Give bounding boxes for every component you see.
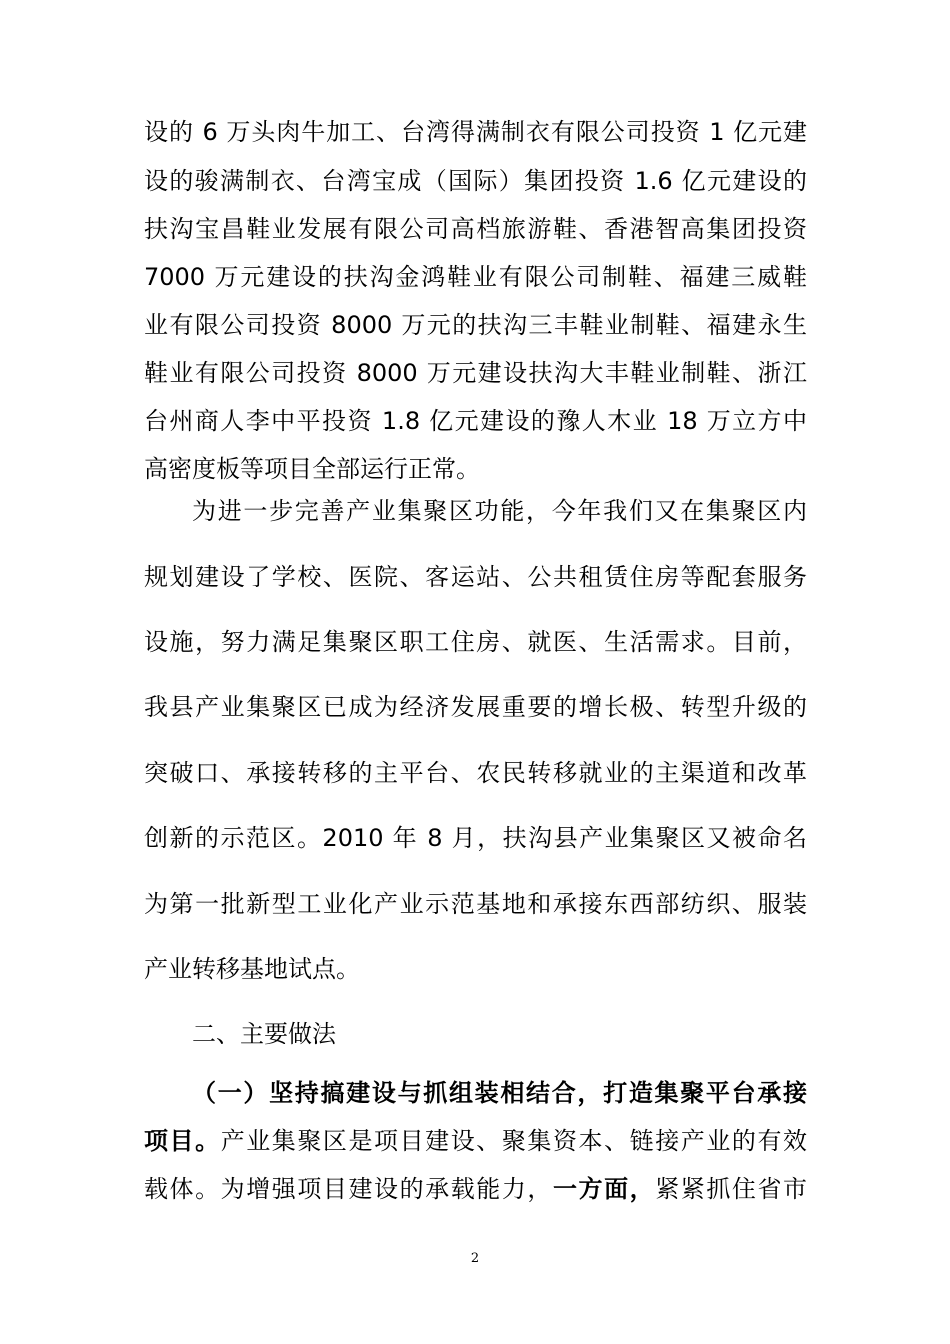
paragraph-2-line-4: 我县产业集聚区已成为经济发展重要的增长极、转型升级的 bbox=[144, 693, 807, 721]
paragraph-3-line-3 bbox=[144, 1174, 807, 1204]
page-number: 2 bbox=[470, 1251, 480, 1266]
paragraph-3-line-2-text: 产业集聚区是项目建设、聚集资本、链接产业的有效 bbox=[220, 1127, 808, 1155]
paragraph-1-line-4: 7000 万元建设的扶沟金鸿鞋业有限公司制鞋、福建三威鞋 bbox=[144, 263, 807, 291]
paragraph-1-line-5: 业有限公司投资 8000 万元的扶沟三丰鞋业制鞋、福建永生 bbox=[144, 311, 807, 339]
paragraph-2-line-5: 突破口、承接转移的主平台、农民转移就业的主渠道和改革 bbox=[144, 759, 807, 787]
paragraph-3-emphasis: 一方面， bbox=[552, 1175, 656, 1203]
paragraph-3-heading-end: 项目。 bbox=[144, 1127, 221, 1155]
paragraph-2-line-7: 为第一批新型工业化产业示范基地和承接东西部纺织、服装 bbox=[144, 890, 807, 918]
paragraph-3-line-3-end: 紧紧抓住省市 bbox=[655, 1175, 808, 1203]
paragraph-2-line-3: 设施，努力满足集聚区职工住房、就医、生活需求。目前， bbox=[144, 628, 807, 656]
paragraph-1-line-8: 高密度板等项目全部运行正常。 bbox=[144, 455, 480, 483]
paragraph-2-line-8: 产业转移基地试点。 bbox=[144, 955, 360, 983]
paragraph-1-line-2: 设的骏满制衣、台湾宝成（国际）集团投资 1.6 亿元建设的 bbox=[144, 167, 807, 195]
paragraph-3-heading: （一）坚持搞建设与抓组装相结合，打造集聚平台承接 bbox=[192, 1079, 807, 1107]
paragraph-2-line-6: 创新的示范区。2010 年 8 月，扶沟县产业集聚区又被命名 bbox=[144, 824, 807, 852]
paragraph-1-line-6: 鞋业有限公司投资 8000 万元建设扶沟大丰鞋业制鞋、浙江 bbox=[144, 359, 807, 387]
paragraph-2-line-1: 为进一步完善产业集聚区功能，今年我们又在集聚区内 bbox=[192, 497, 807, 525]
paragraph-3-line-3-start: 载体。为增强项目建设的承载能力， bbox=[144, 1175, 553, 1203]
paragraph-1-line-7: 台州商人李中平投资 1.8 亿元建设的豫人木业 18 万立方中 bbox=[144, 407, 807, 435]
paragraph-3-line-2 bbox=[144, 1126, 807, 1156]
section-heading: 二、主要做法 bbox=[192, 1020, 336, 1048]
paragraph-1-line-1: 设的 6 万头肉牛加工、台湾得满制衣有限公司投资 1 亿元建 bbox=[144, 118, 807, 146]
paragraph-1-line-3: 扶沟宝昌鞋业发展有限公司高档旅游鞋、香港智高集团投资 bbox=[144, 215, 807, 243]
paragraph-2-line-2: 规划建设了学校、医院、客运站、公共租赁住房等配套服务 bbox=[144, 563, 807, 591]
